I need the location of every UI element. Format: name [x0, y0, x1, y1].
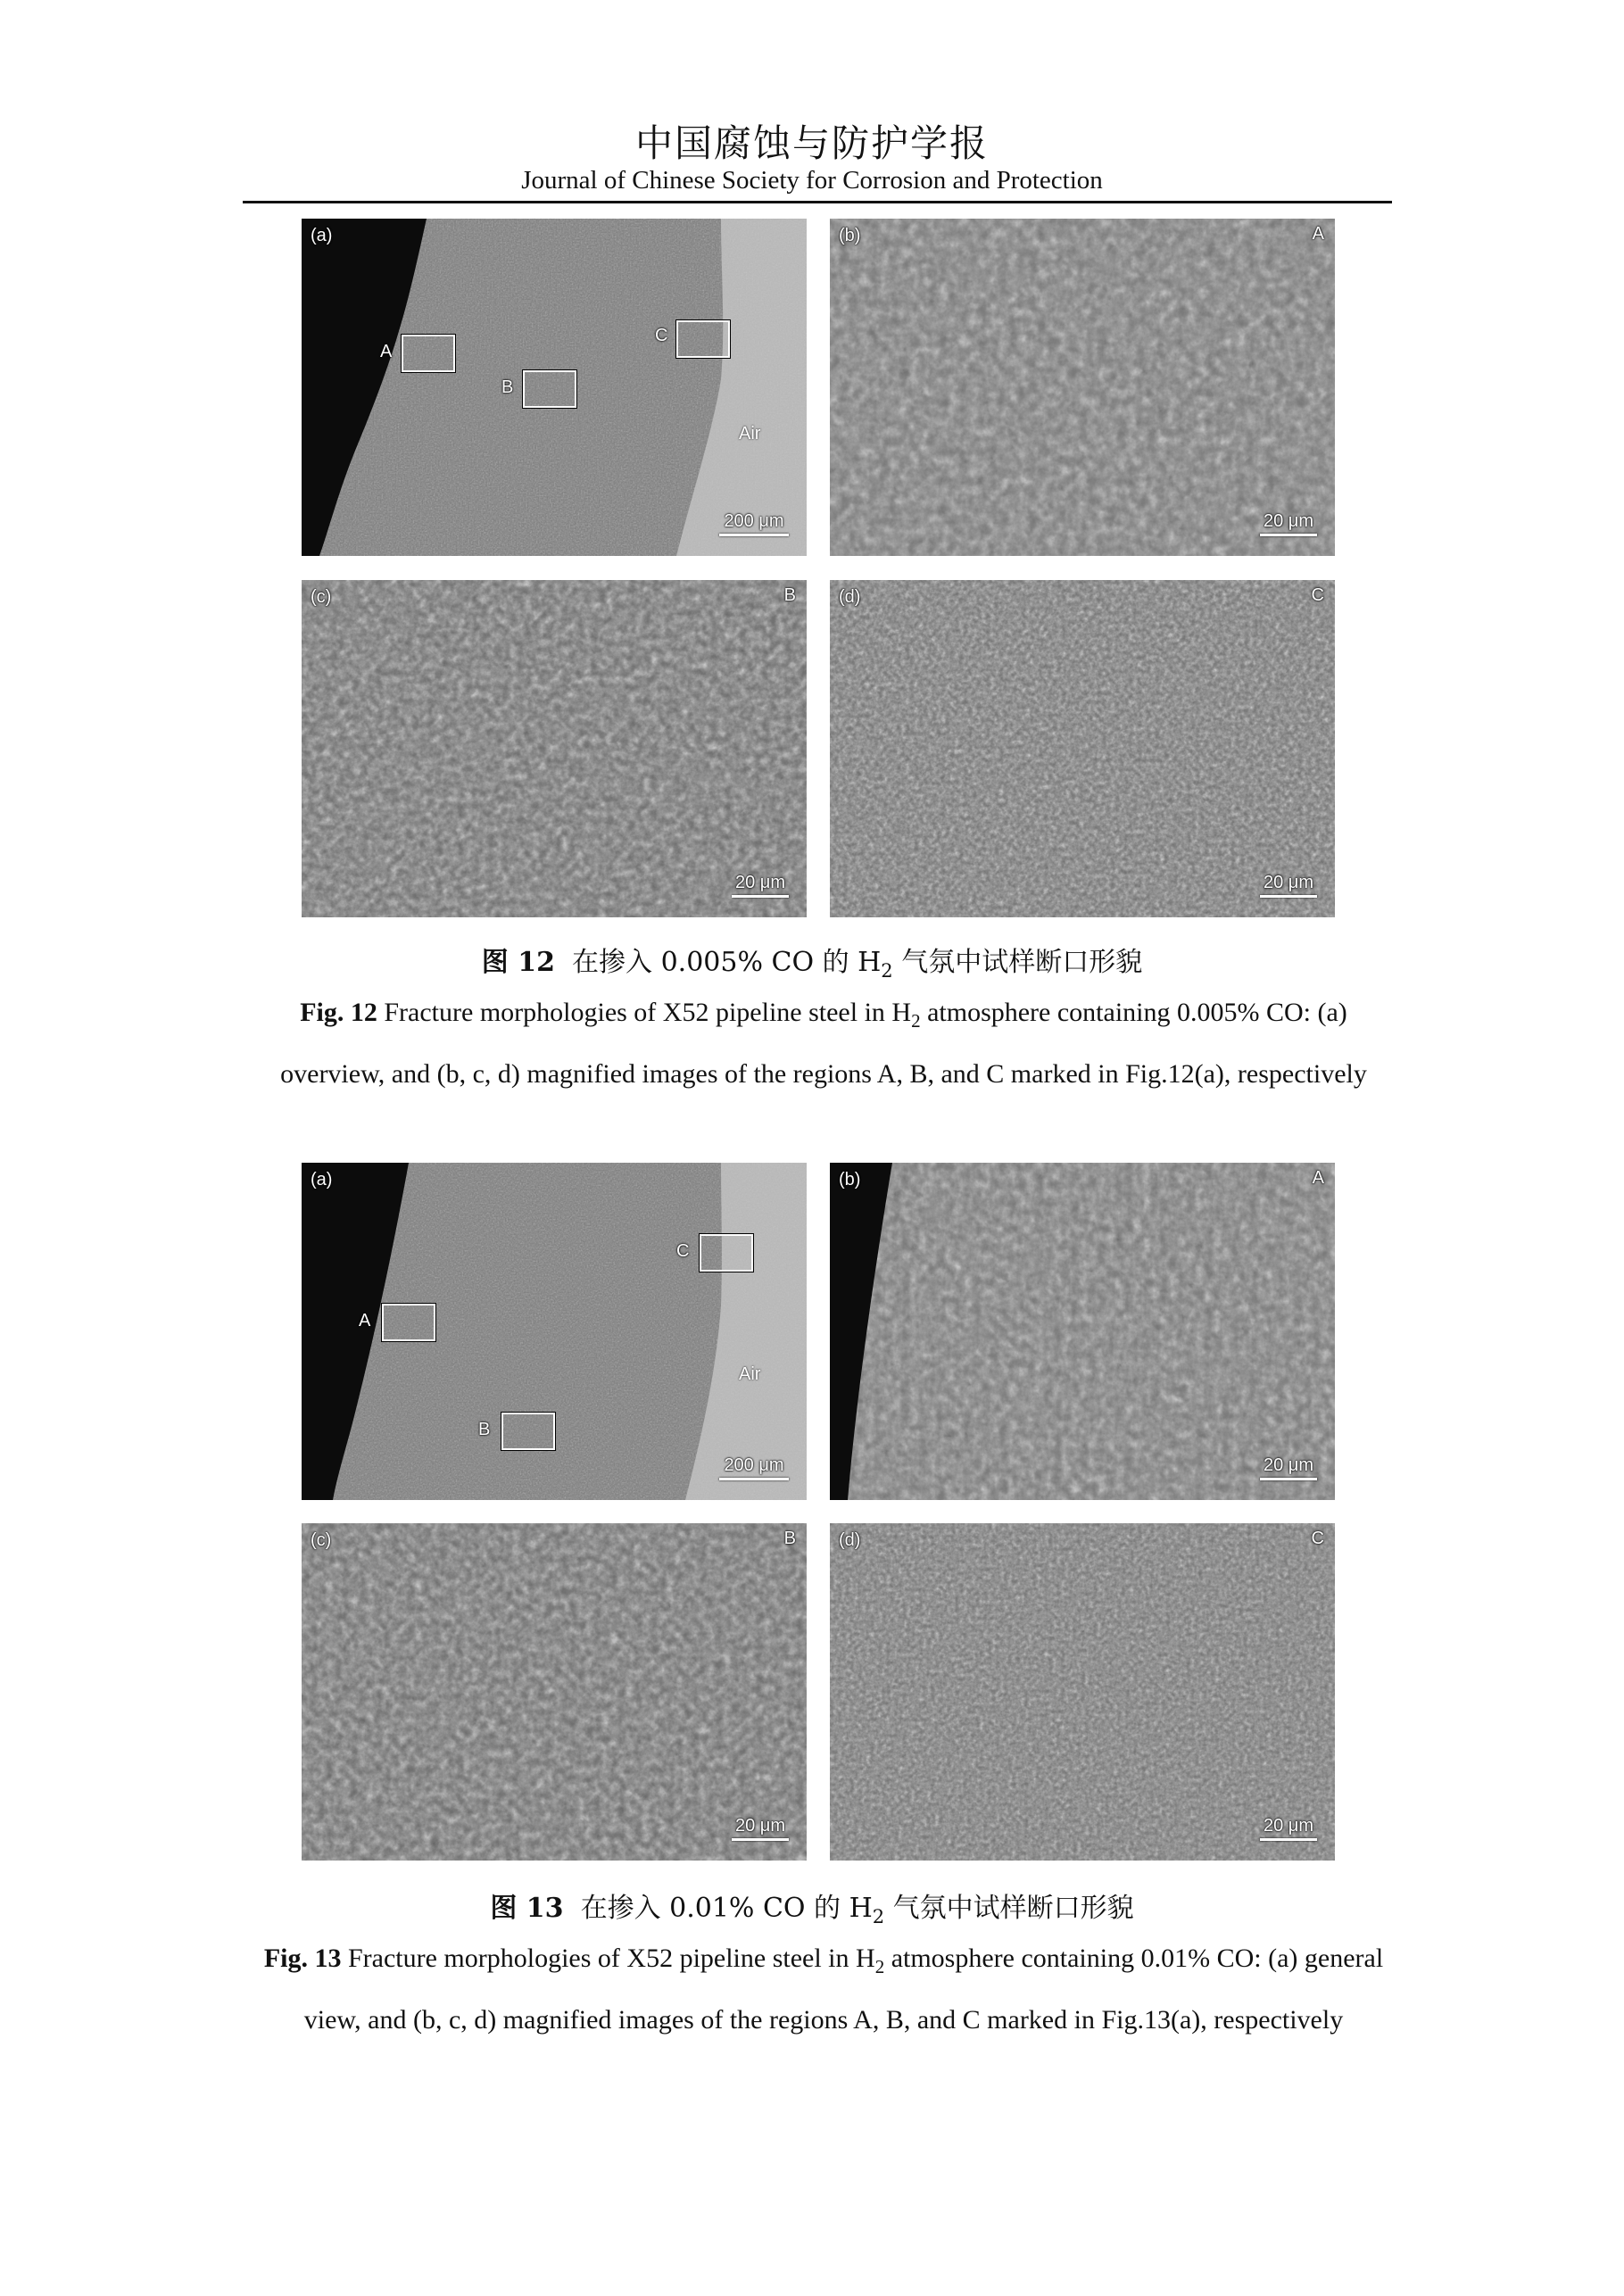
figure-12-caption-en	[257, 986, 1390, 1101]
sem-magnified-image	[830, 580, 1335, 917]
region-tag: B	[783, 1529, 796, 1548]
scale-label: 20 μm	[1264, 1455, 1313, 1475]
region-tag: C	[1311, 1529, 1324, 1548]
fig12-panel-a	[302, 219, 807, 556]
region-label-b: B	[478, 1420, 491, 1439]
fig12-panel-d	[830, 580, 1335, 917]
region-box-a	[402, 335, 455, 372]
figure-number: 图 12	[481, 947, 555, 978]
panel-label: (d)	[839, 587, 861, 607]
sem-magnified-image	[302, 580, 807, 917]
figure-13-caption-cn	[0, 1886, 1624, 1927]
caption-text: 气氛中试样断口形貌	[892, 947, 1143, 978]
fig13-panel-b	[830, 1163, 1335, 1500]
figure-12	[302, 219, 1335, 924]
fig13-panel-d	[830, 1523, 1335, 1861]
header-divider	[243, 201, 1392, 203]
scale-line	[732, 1838, 789, 1841]
scale-label: 20 μm	[1264, 511, 1313, 531]
scale-label: 200 μm	[724, 1455, 784, 1475]
scale-line	[719, 534, 789, 536]
scale-bar	[732, 873, 789, 898]
region-label-c: C	[655, 326, 668, 345]
panel-label: (d)	[839, 1530, 861, 1550]
scale-label: 20 μm	[1264, 1816, 1313, 1836]
air-label: Air	[739, 1364, 761, 1384]
sem-magnified-image	[830, 219, 1335, 556]
figure-13	[302, 1163, 1335, 1868]
scale-line	[732, 895, 789, 898]
scale-bar	[1260, 1455, 1317, 1480]
scale-label: 20 μm	[735, 873, 785, 892]
sem-magnified-image	[830, 1523, 1335, 1861]
scale-line	[1260, 1478, 1317, 1480]
caption-text: Fracture morphologies of X52 pipeline steel in H	[377, 998, 912, 1027]
subscript: 2	[911, 1010, 921, 1032]
figure-number: Fig. 12	[300, 998, 377, 1027]
scale-bar	[1260, 511, 1317, 536]
caption-text: atmosphere containing 0.01% CO: (a) general view, and (b, c, d) magnified images of the regions A, B, and C marked in Fig.13(a), respectively	[303, 1944, 1384, 2035]
sem-magnified-image	[830, 1163, 1335, 1500]
figure-number: Fig. 13	[263, 1944, 342, 1973]
subscript: 2	[881, 960, 893, 982]
scale-bar	[719, 1455, 789, 1480]
panel-label: (c)	[311, 1530, 332, 1550]
journal-title-cn: 中国腐蚀与防护学报	[634, 121, 989, 165]
caption-text: 在掺入 0.005% CO 的 H	[572, 947, 882, 978]
caption-text: 在掺入 0.01% CO 的 H	[580, 1893, 873, 1924]
panel-label: (b)	[839, 1170, 861, 1189]
subscript: 2	[872, 1906, 885, 1927]
scale-bar	[1260, 1816, 1317, 1841]
panel-label: (a)	[311, 1170, 333, 1189]
figure-12-caption-cn	[0, 940, 1624, 982]
air-label: Air	[739, 424, 761, 443]
fig12-panel-c	[302, 580, 807, 917]
region-tag: B	[783, 585, 796, 605]
scale-bar	[719, 511, 789, 536]
caption-text: atmosphere containing 0.005% CO: (a) overview, and (b, c, d) magnified images of the regions A, B, and C marked in Fig.12(a), respectively	[280, 998, 1367, 1089]
scale-label: 20 μm	[1264, 873, 1313, 892]
panel-label: (a)	[311, 226, 333, 245]
region-label-b: B	[501, 377, 514, 397]
scale-line	[719, 1478, 789, 1480]
caption-text: Fracture morphologies of X52 pipeline steel in H	[341, 1944, 875, 1973]
subscript: 2	[874, 1956, 885, 1977]
journal-title-en: Journal of Chinese Society for Corrosion and Protection	[521, 166, 1103, 195]
region-box-a	[382, 1304, 435, 1341]
caption-text: 气氛中试样断口形貌	[884, 1893, 1134, 1924]
fig13-panel-c	[302, 1523, 807, 1861]
region-tag: A	[1312, 224, 1324, 244]
region-tag: C	[1311, 585, 1324, 605]
region-box-b	[523, 370, 576, 408]
figure-number: 图 13	[490, 1893, 564, 1924]
scale-label: 20 μm	[735, 1816, 785, 1836]
region-tag: A	[1312, 1168, 1324, 1188]
scale-line	[1260, 1838, 1317, 1841]
scale-bar	[732, 1816, 789, 1841]
scale-label: 200 μm	[724, 511, 784, 531]
figure-13-caption-en	[257, 1932, 1390, 2047]
sem-magnified-image	[302, 1523, 807, 1861]
region-label-a: A	[359, 1311, 371, 1330]
region-label-a: A	[380, 342, 393, 361]
region-box-c	[700, 1234, 753, 1272]
region-box-b	[501, 1413, 555, 1450]
region-label-c: C	[676, 1241, 690, 1261]
panel-label: (b)	[839, 226, 861, 245]
scale-line	[1260, 534, 1317, 536]
scale-line	[1260, 895, 1317, 898]
panel-label: (c)	[311, 587, 332, 607]
fig13-panel-a	[302, 1163, 807, 1500]
region-box-c	[676, 320, 730, 358]
fig12-panel-b	[830, 219, 1335, 556]
scale-bar	[1260, 873, 1317, 898]
